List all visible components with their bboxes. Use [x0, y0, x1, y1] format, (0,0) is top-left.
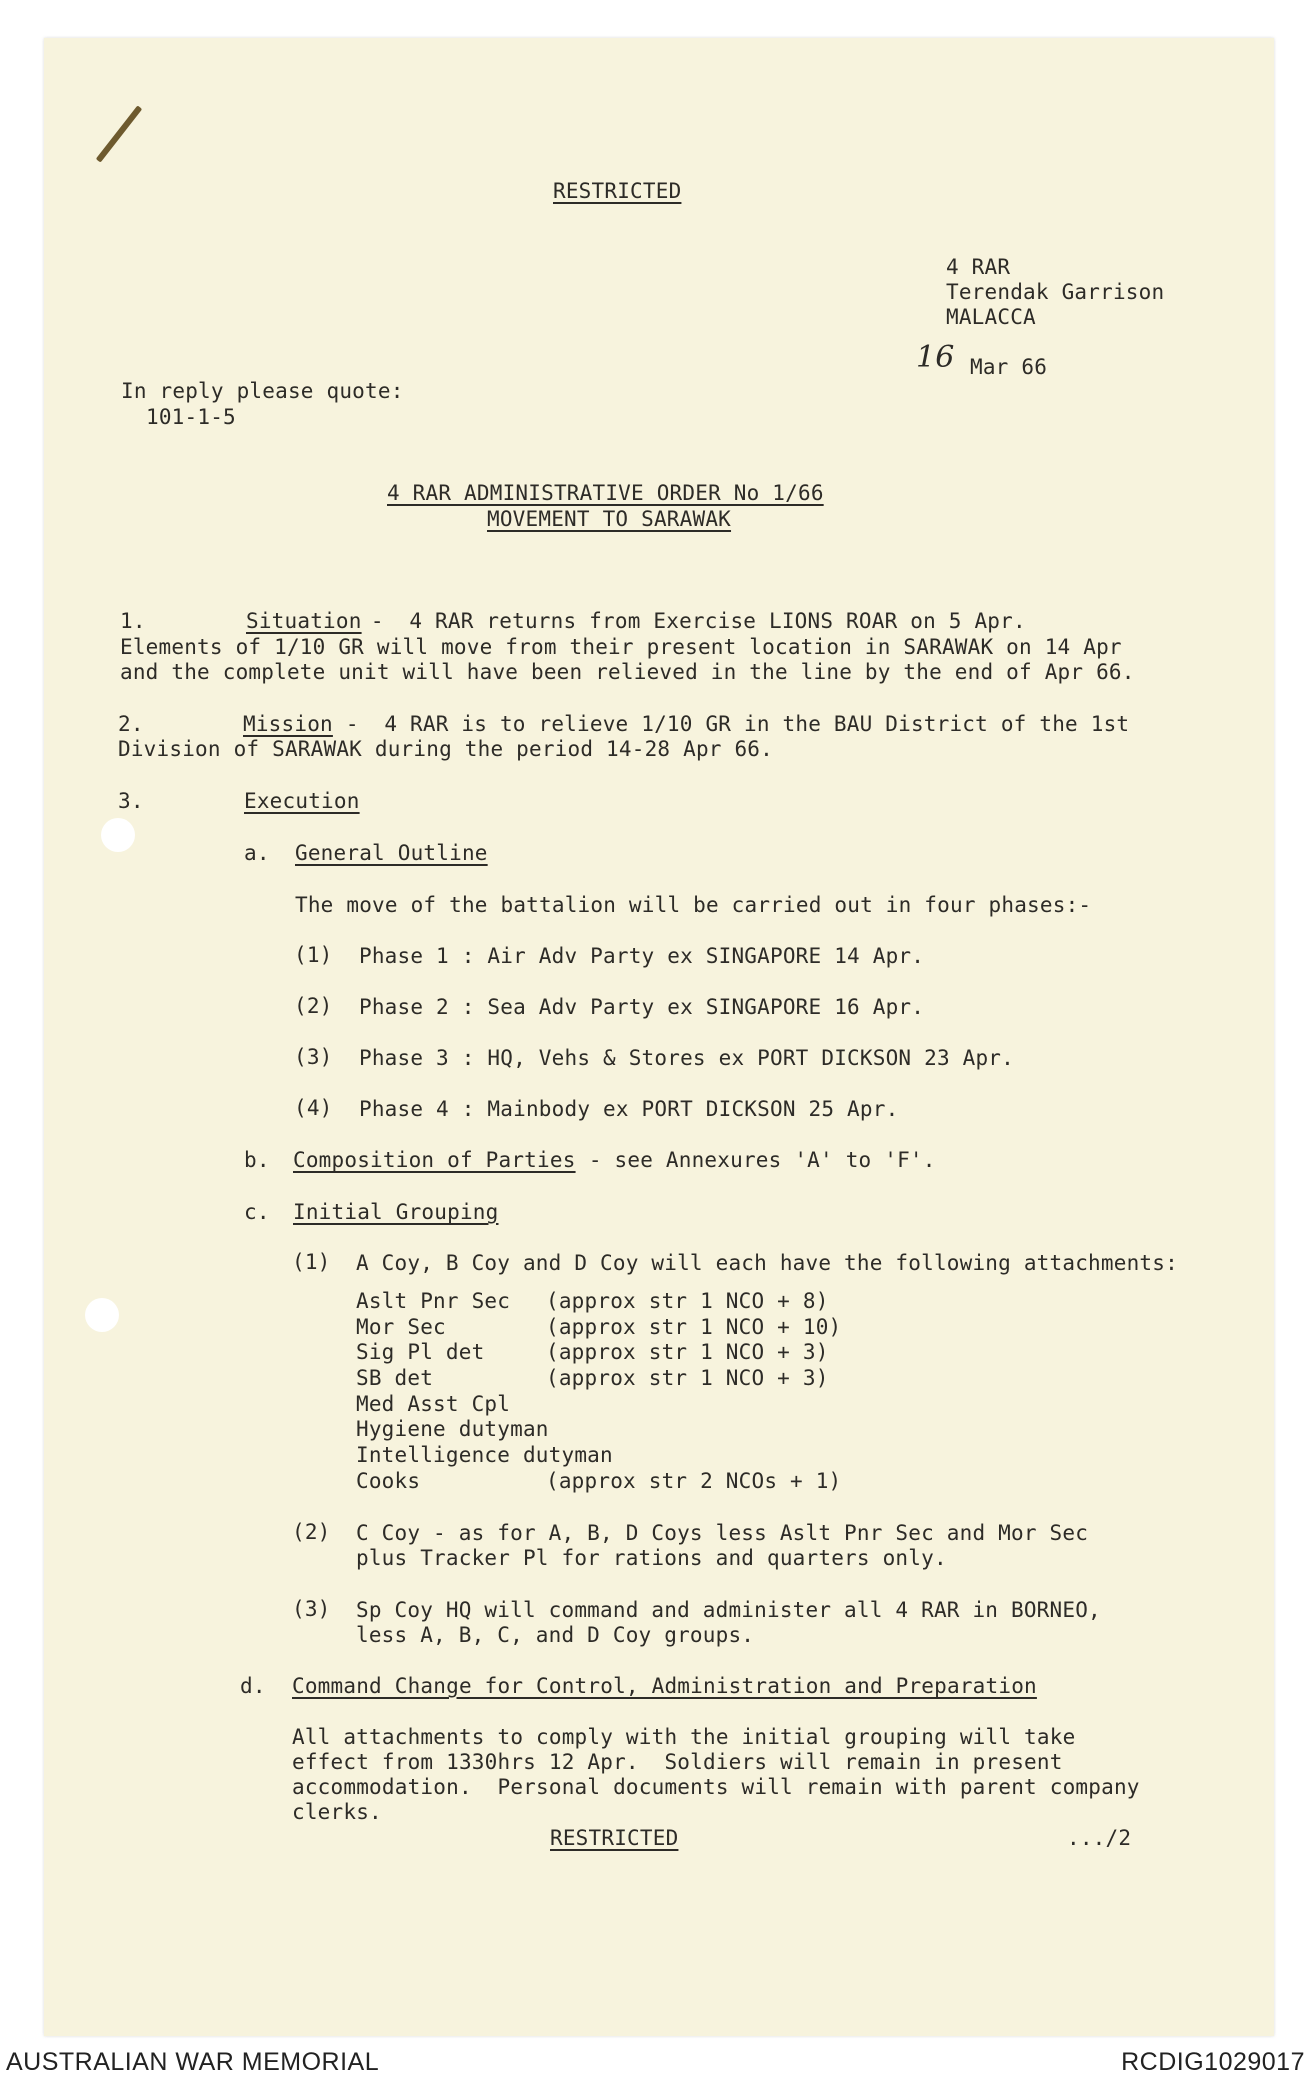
attachment-name: Intelligence dutyman [356, 1443, 613, 1467]
grouping-3-line1: Sp Coy HQ will command and administer all 4 RAR in BORNEO, [356, 1598, 1101, 1622]
para3d-heading: Command Change for Control, Administration and Preparation [292, 1674, 1037, 1698]
phase-4-text: Phase 4 : Mainbody ex PORT DICKSON 25 Apr. [359, 1097, 899, 1121]
phase-2-number: (2) [294, 994, 333, 1018]
attachment-detail: (approx str 2 NCOs + 1) [546, 1469, 842, 1493]
para3c-letter: c. [244, 1200, 270, 1224]
para3d-line1: All attachments to comply with the initial grouping will take [292, 1725, 1076, 1749]
attachment-detail: (approx str 1 NCO + 3) [546, 1340, 829, 1364]
unit-name: 4 RAR [946, 255, 1011, 279]
para3-number: 3. [118, 789, 144, 813]
classification-bottom: RESTRICTED [550, 1826, 679, 1850]
grouping-3-line2: less A, B, C, and D Coy groups. [356, 1623, 755, 1647]
para1-number: 1. [120, 609, 146, 633]
attachment-name: Med Asst Cpl [356, 1392, 511, 1416]
para1-line3: and the complete unit will have been relieved in the line by the end of Apr 66. [120, 660, 1135, 684]
para3d-line3: accommodation. Personal documents will remain with parent company [292, 1775, 1140, 1799]
archive-credit: AUSTRALIAN WAR MEMORIAL [6, 2048, 380, 2076]
para1-heading: Situation [246, 609, 362, 633]
phase-2-text: Phase 2 : Sea Adv Party ex SINGAPORE 16 Apr. [359, 995, 925, 1019]
para1-line1: - 4 RAR returns from Exercise LIONS ROAR on 5 Apr. [358, 609, 1026, 633]
phase-1-text: Phase 1 : Air Adv Party ex SINGAPORE 14 Apr. [359, 944, 925, 968]
date-month-year: Mar 66 [970, 355, 1048, 379]
para2-line2: Division of SARAWAK during the period 14-28 Apr 66. [118, 737, 773, 761]
para3b-text: - see Annexures 'A' to 'F'. [576, 1148, 936, 1172]
archive-id: RCDIG1029017 [1121, 2048, 1305, 2076]
punch-hole-top [101, 818, 135, 852]
para3a-intro: The move of the battalion will be carried out in four phases:- [295, 893, 1092, 917]
para3b-letter: b. [244, 1148, 270, 1172]
classification-top: RESTRICTED [553, 179, 682, 203]
para3a-letter: a. [244, 841, 270, 865]
date-day-handwritten: 16 [916, 340, 955, 375]
para3d-line4: clerks. [292, 1800, 382, 1824]
phase-4-number: (4) [294, 1096, 333, 1120]
unit-state: MALACCA [946, 305, 1036, 329]
para2-number: 2. [118, 712, 144, 736]
continuation-marker: .../2 [1067, 1826, 1132, 1850]
para2-heading: Mission [243, 712, 333, 736]
grouping-1-text: A Coy, B Coy and D Coy will each have the following attachments: [356, 1251, 1178, 1275]
attachment-detail: (approx str 1 NCO + 10) [546, 1315, 842, 1339]
attachment-detail: (approx str 1 NCO + 3) [546, 1366, 829, 1390]
attachment-name: Cooks [356, 1469, 421, 1493]
attachment-name: Sig Pl det [356, 1340, 485, 1364]
para3d-line2: effect from 1330hrs 12 Apr. Soldiers will remain in present [292, 1750, 1063, 1774]
phase-1-number: (1) [294, 943, 333, 967]
para1-line2: Elements of 1/10 GR will move from their present location in SARAWAK on 14 Apr [120, 635, 1122, 659]
file-reference: 101-1-5 [146, 405, 236, 429]
punch-hole-bottom [85, 1298, 119, 1332]
order-title: 4 RAR ADMINISTRATIVE ORDER No 1/66 [387, 481, 824, 505]
unit-location: Terendak Garrison [946, 280, 1165, 304]
order-subtitle: MOVEMENT TO SARAWAK [487, 507, 732, 531]
grouping-2-number: (2) [292, 1520, 331, 1544]
attachment-name: Hygiene dutyman [356, 1417, 549, 1441]
attachment-name: SB det [356, 1366, 434, 1390]
attachment-name: Aslt Pnr Sec [356, 1289, 511, 1313]
para3d-letter: d. [240, 1674, 266, 1698]
para3b-heading: Composition of Parties [293, 1148, 576, 1172]
para3c-heading: Initial Grouping [293, 1200, 499, 1224]
grouping-3-number: (3) [292, 1597, 331, 1621]
reply-label: In reply please quote: [121, 379, 404, 403]
grouping-2-line2: plus Tracker Pl for rations and quarters only. [356, 1546, 947, 1570]
phase-3-text: Phase 3 : HQ, Vehs & Stores ex PORT DICKSON 23 Apr. [359, 1046, 1014, 1070]
para2-line1: - 4 RAR is to relieve 1/10 GR in the BAU District of the 1st [333, 712, 1130, 736]
phase-3-number: (3) [294, 1045, 333, 1069]
attachment-name: Mor Sec [356, 1315, 446, 1339]
para3a-heading: General Outline [295, 841, 488, 865]
grouping-2-line1: C Coy - as for A, B, D Coys less Aslt Pnr Sec and Mor Sec [356, 1521, 1089, 1545]
para3-heading: Execution [244, 789, 360, 813]
grouping-1-number: (1) [292, 1250, 331, 1274]
attachment-detail: (approx str 1 NCO + 8) [546, 1289, 829, 1313]
